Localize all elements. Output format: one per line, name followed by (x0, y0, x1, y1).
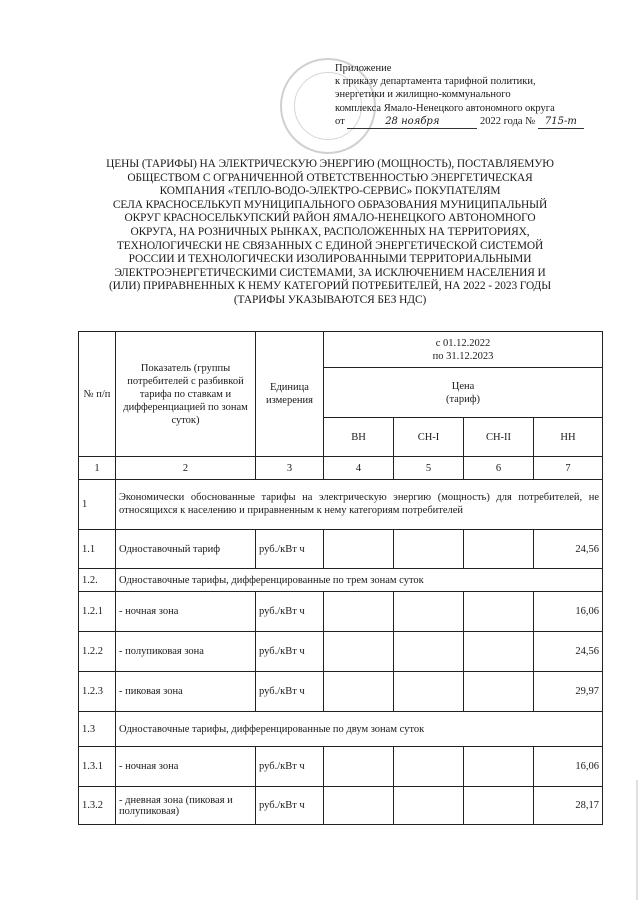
row-num: 1.2. (79, 569, 116, 592)
row-name: Одноставочный тариф (116, 530, 256, 569)
title-line: ЭЛЕКТРОЭНЕРГЕТИЧЕСКИМИ СИСТЕМАМИ, ЗА ИСКЛЮЧЕНИЕМ НАСЕЛЕНИЯ И (114, 266, 546, 279)
col-number: 2 (116, 457, 256, 480)
header-price (324, 368, 603, 418)
table-row (79, 787, 603, 825)
value-sn2 (464, 530, 534, 569)
scan-edge-mark (636, 780, 638, 900)
value-sn1 (394, 632, 464, 672)
row-name: - пиковая зона (116, 672, 256, 712)
appendix-line-1: Приложение (335, 63, 392, 74)
header-period (324, 332, 603, 368)
row-unit: руб./кВт ч (256, 787, 324, 825)
header-indicator: Показатель (группы потребителей с разбивкой тарифа по ставкам и дифференциацией по зонам суток) (116, 332, 256, 457)
section-row-1-2 (79, 569, 603, 592)
row-num: 1.3.1 (79, 747, 116, 787)
value-vn (324, 672, 394, 712)
value-nn: 16,06 (534, 747, 603, 787)
section-row-1-3 (79, 712, 603, 747)
tariff-table (78, 331, 603, 825)
tariff-label: (тариф) (445, 393, 481, 405)
row-num: 1.3.2 (79, 787, 116, 825)
section-row-1 (79, 480, 603, 530)
col-number: 6 (464, 457, 534, 480)
row-num: 1 (79, 480, 116, 530)
appendix-header (335, 62, 625, 129)
row-num: 1.2.3 (79, 672, 116, 712)
col-number: 4 (324, 457, 394, 480)
value-sn2 (464, 787, 534, 825)
row-name: - ночная зона (116, 747, 256, 787)
appendix-line-4: комплекса Ямало-Ненецкого автономного округа (335, 102, 555, 114)
value-sn1 (394, 672, 464, 712)
row-name: - полупиковая зона (116, 632, 256, 672)
table-row (79, 672, 603, 712)
value-vn (324, 592, 394, 632)
title-line: (ИЛИ) ПРИРАВНЕННЫХ К НЕМУ КАТЕГОРИЙ ПОТРЕБИТЕЛЕЙ, НА 2022 - 2023 ГОДЫ (108, 280, 552, 293)
section-text: Экономически обоснованные тарифы на электрическую энергию (мощность) для потребителей, не относящихся к населению и приравненным к нему категориям потребителей (116, 480, 603, 530)
col-number: 1 (79, 457, 116, 480)
table-row (79, 632, 603, 672)
header-level-sn2: СН-II (464, 418, 534, 457)
col-number: 7 (534, 457, 603, 480)
period-from: с 01.12.2022 (435, 337, 491, 349)
value-sn1 (394, 530, 464, 569)
header-level-nn: НН (534, 418, 603, 457)
header-unit: Единица измерения (256, 332, 324, 457)
header-num: № п/п (79, 332, 116, 457)
row-num: 1.2.2 (79, 632, 116, 672)
row-num: 1.3 (79, 712, 116, 747)
appendix-line-3: энергетики и жилищно-коммунального (335, 89, 511, 101)
row-unit: руб./кВт ч (256, 530, 324, 569)
period-to: по 31.12.2023 (432, 350, 494, 362)
row-num: 1.1 (79, 530, 116, 569)
row-name: - дневная зона (пиковая и полупиковая) (116, 787, 256, 825)
value-sn2 (464, 747, 534, 787)
value-vn (324, 787, 394, 825)
title-line: ОБЩЕСТВОМ С ОГРАНИЧЕННОЙ ОТВЕТСТВЕННОСТЬЮ ЭНЕРГЕТИЧЕСКАЯ (127, 171, 533, 184)
value-nn: 24,56 (534, 530, 603, 569)
table-row (79, 592, 603, 632)
section-text: Одноставочные тарифы, дифференцированные по двум зонам суток (116, 712, 603, 747)
value-nn: 16,06 (534, 592, 603, 632)
header-level-vn: ВН (324, 418, 394, 457)
row-name: - ночная зона (116, 592, 256, 632)
table-row (79, 747, 603, 787)
title-line: РОССИИ И ТЕХНОЛОГИЧЕСКИ ИЗОЛИРОВАННЫМИ ТЕРРИТОРИАЛЬНЫМИ (128, 253, 532, 266)
value-sn1 (394, 747, 464, 787)
title-line: КОМПАНИЯ «ТЕПЛО-ВОДО-ЭЛЕКТРО-СЕРВИС» ПОКУПАТЕЛЯМ (159, 185, 501, 198)
row-num: 1.2.1 (79, 592, 116, 632)
title-line: (ТАРИФЫ УКАЗЫВАЮТСЯ БЕЗ НДС) (233, 293, 427, 306)
title-line: СЕЛА КРАСНОСЕЛЬКУП МУНИЦИПАЛЬНОГО ОБРАЗОВАНИЯ МУНИЦИПАЛЬНЫЙ (112, 198, 548, 211)
value-nn: 28,17 (534, 787, 603, 825)
col-number: 3 (256, 457, 324, 480)
value-sn2 (464, 592, 534, 632)
value-vn (324, 632, 394, 672)
appendix-line-2: к приказу департамента тарифной политики, (335, 76, 536, 88)
value-nn: 29,97 (534, 672, 603, 712)
price-label: Цена (451, 380, 475, 392)
value-sn1 (394, 787, 464, 825)
value-sn2 (464, 672, 534, 712)
value-sn1 (394, 592, 464, 632)
table-row (79, 530, 603, 569)
value-vn (324, 747, 394, 787)
document-title (70, 158, 590, 308)
year-text: 2022 года № (479, 115, 536, 127)
handwritten-order-number: 715-т (538, 115, 584, 129)
row-unit: руб./кВт ч (256, 632, 324, 672)
handwritten-date: 28 ноября (347, 115, 477, 129)
row-unit: руб./кВт ч (256, 747, 324, 787)
col-number: 5 (394, 457, 464, 480)
row-unit: руб./кВт ч (256, 592, 324, 632)
title-line: ТЕХНОЛОГИЧЕСКИ НЕ СВЯЗАННЫХ С ЕДИНОЙ ЭНЕРГЕТИЧЕСКОЙ СИСТЕМОЙ (116, 239, 544, 252)
title-line: ОКРУГ КРАСНОСЕЛЬКУПСКИЙ РАЙОН ЯМАЛО-НЕНЕЦКОГО АВТОНОМНОГО (124, 212, 536, 225)
from-label: от (335, 115, 345, 127)
header-row-period (79, 332, 603, 368)
title-line: ОКРУГА, НА РОЗНИЧНЫХ РЫНКАХ, РАСПОЛОЖЕННЫХ НА ТЕРРИТОРИЯХ, (130, 225, 530, 238)
column-numbers-row (79, 457, 603, 480)
title-line: ЦЕНЫ (ТАРИФЫ) НА ЭЛЕКТРИЧЕСКУЮ ЭНЕРГИЮ (МОЩНОСТЬ), ПОСТАВЛЯЕМУЮ (106, 158, 554, 170)
header-level-sn1: СН-I (394, 418, 464, 457)
section-text: Одноставочные тарифы, дифференцированные по трем зонам суток (116, 569, 603, 592)
appendix-date-line (335, 115, 625, 129)
value-sn2 (464, 632, 534, 672)
value-nn: 24,56 (534, 632, 603, 672)
value-vn (324, 530, 394, 569)
row-unit: руб./кВт ч (256, 672, 324, 712)
